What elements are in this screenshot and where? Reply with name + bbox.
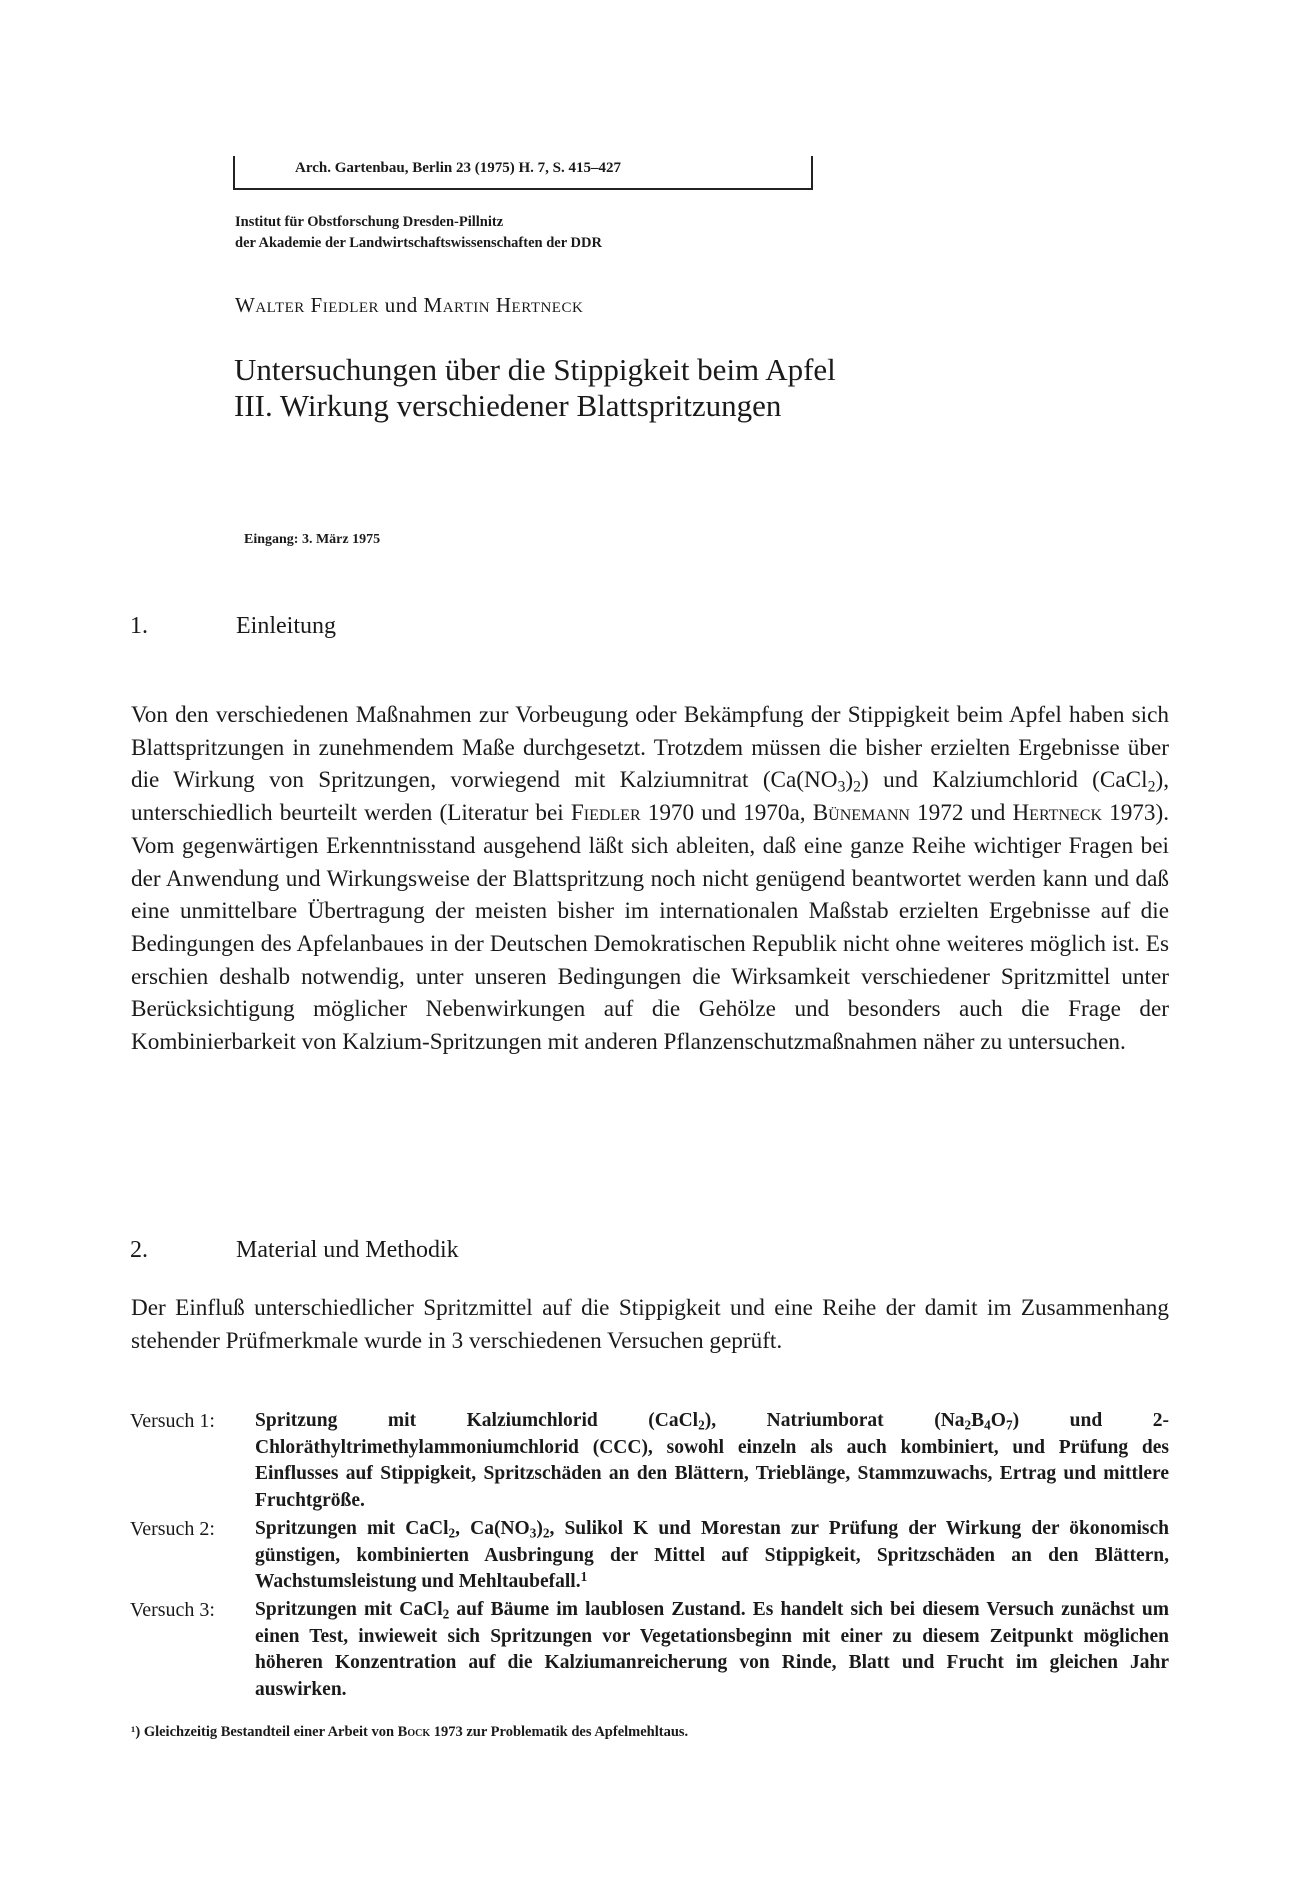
section-1-title: Einleitung [236,613,336,639]
author-1: Walter Fiedler [235,293,380,317]
citation-fiedler: Fiedler [570,800,641,827]
footnote: ¹) Gleichzeitig Bestandteil einer Arbeit von Bock 1973 zur Problematik des Apfelmehltaus. [131,1724,689,1740]
citation-hertneck: Hertneck [1012,800,1102,827]
experiment-3-label: Versuch 3: [130,1599,215,1621]
author-connector: und [379,293,424,317]
experiment-1-label: Versuch 1: [130,1410,215,1432]
authors [235,293,583,318]
methods-intro-paragraph: Der Einfluß unterschiedlicher Spritzmittel auf die Stippigkeit und eine Reihe der damit im Zusammenhang stehender Prüfmerkmale wurde in 3 verschiedenen Versuchen geprüft. [131,1295,1169,1354]
received-date: Eingang: 3. März 1975 [244,532,381,547]
institute-line-2: der Akademie der Landwirtschaftswissenschaften der DDR [235,235,602,251]
section-2-title: Material und Methodik [236,1237,459,1263]
section-2-number: 2. [130,1237,148,1263]
paper-title-line-2: III. Wirkung verschiedener Blattspritzungen [234,388,782,423]
paper-title-line-1: Untersuchungen über die Stippigkeit beim Apfel [234,352,836,387]
journal-reference: Arch. Gartenbau, Berlin 23 (1975) H. 7, S. 415–427 [295,160,621,176]
footnote-reference: 1 [580,1569,588,1585]
experiment-2-label: Versuch 2: [130,1518,215,1540]
institute-line-1: Institut für Obstforschung Dresden-Pillnitz [235,214,504,230]
experiment-3-description: Spritzungen mit CaCl$_2$ auf Bäume im laublosen Zustand. Es handelt sich bei diesem Versuch zunächst um einen Test, inwieweit sich Spritzungen vor Vegetationsbeginn mit einer zu diesem Zeitpunkt möglichen höheren Konzentration auf die Kalziumanreicherung von Rinde, Blatt und Frucht im gleichen Jahr auswirken. [255,1599,1169,1700]
citation-bock: Bock [397,1724,431,1740]
section-1-number: 1. [130,613,148,639]
citation-buenemann: Bünemann [812,800,910,827]
author-2: Martin Hertneck [423,293,584,317]
experiment-2-description: Spritzungen mit CaCl$_2$, $Ca(NO_3)_2$, Sulikol K und Morestan zur Prüfung der Wirkung der ökonomisch günstigen, kombinierten Ausbringung der Mittel auf Stippigkeit, Spritzschäden an den Blättern, Wachstumsleistung und Mehltaubefall.$^1$ [255,1518,1169,1592]
introduction-paragraph: Von den verschiedenen Maßnahmen zur Vorbeugung oder Bekämpfung der Stippigkeit beim Apfel haben sich Blattspritzungen in zunehmendem Maße durchgesetzt. Trotzdem müssen die bisher erzielten Ergebnisse über die Wirkung von Spritzungen, vorwiegend mit Kalziumnitrat $(Ca(NO_3)_2)$ und Kalziumchlorid (CaCl$_2$), unterschiedlich beurteilt werden (Literatur bei Fiedler 1970 und 1970a, Bünemann 1972 und Hertneck 1973). Vom gegenwärtigen Erkenntnisstand ausgehend läßt sich ableiten, daß eine ganze Reihe wichtiger Fragen bei der Anwendung und Wirkungsweise der Blattspritzung noch nicht genügend beantwortet werden kann und daß eine unmittelbare Übertragung der meisten bisher im internationalen Maßstab erzielten Ergebnisse auf die Bedingungen des Apfelanbaues in der Deutschen Demokratischen Republik nicht ohne weiteres möglich ist. Es erschien deshalb notwendig, unter unseren Bedingungen die Wirksamkeit verschiedener Spritzmittel unter Berücksichtigung möglicher Nebenwirkungen auf die Gehölze und besonders auch die Frage der Kombinierbarkeit von Kalzium-Spritzungen mit anderen Pflanzenschutzmaßnahmen näher zu untersuchen. [131,702,1170,1056]
footnote-marker: ¹) [131,1724,141,1740]
experiment-1-description: Spritzung mit Kalziumchlorid (CaCl$_2$), Natriumborat $(Na_2B_4O_7)$ und 2-Chloräthyltrimethylammoniumchlorid (CCC), sowohl einzeln als auch kombiniert, und Prüfung des Einflusses auf Stippigkeit, Spritzschäden an den Blättern, Trieblänge, Stammzuwachs, Ertrag und mittlere Fruchtgröße. [255,1410,1169,1511]
